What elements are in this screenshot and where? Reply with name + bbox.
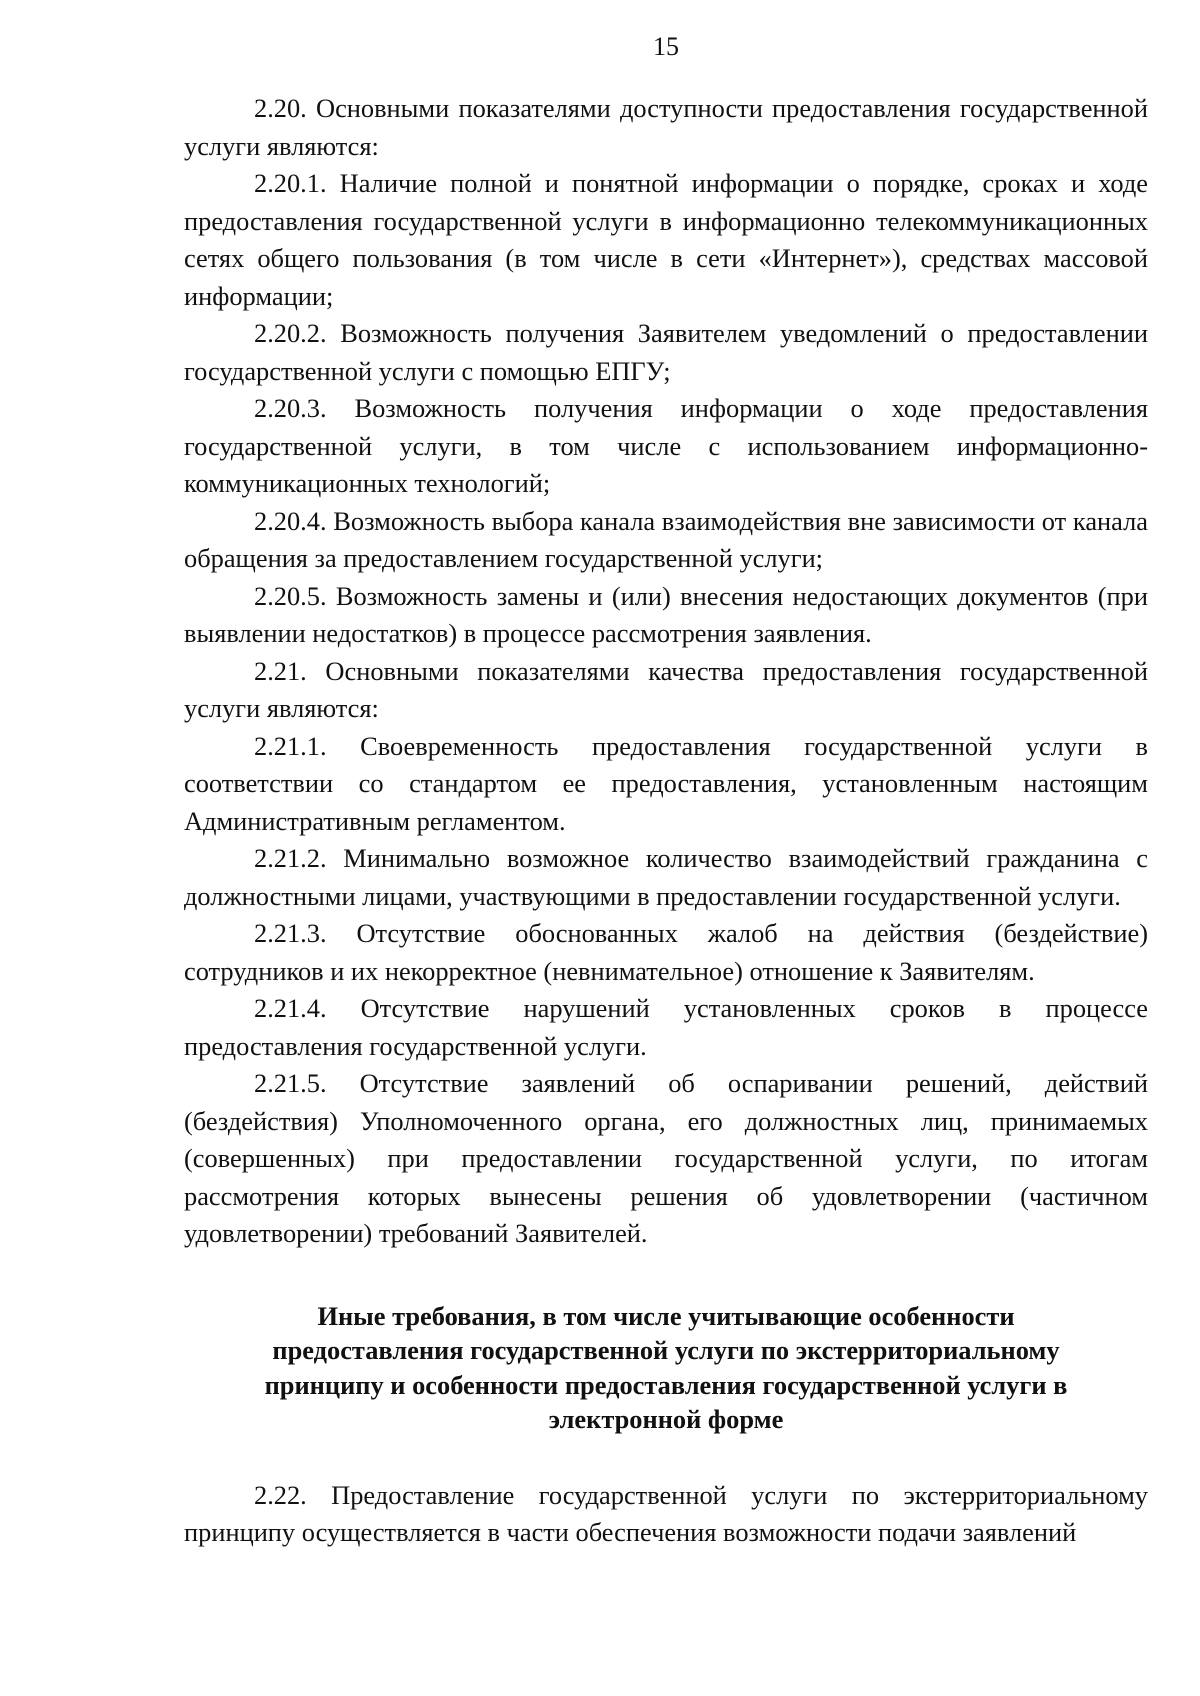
document-body: [184, 90, 1148, 1552]
paragraph-2-21-4: 2.21.4. Отсутствие нарушений установленных сроков в процессе предоставления государственной услуги.: [184, 993, 1148, 1061]
paragraph-2-20-1: 2.20.1. Наличие полной и понятной информации о порядке, сроках и ходе предоставления государственной услуги в информационно телекоммуникационных сетях общего пользования (в том числе в сети «Интернет»), средствах массовой информации;: [184, 168, 1148, 311]
paragraph-2-21-3: 2.21.3. Отсутствие обоснованных жалоб на действия (бездействие) сотрудников и их некорректное (невнимательное) отношение к Заявителям.: [184, 918, 1148, 986]
page-number: 15: [653, 32, 679, 61]
paragraph-2-21-1: 2.21.1. Своевременность предоставления государственной услуги в соответствии со стандартом ее предоставления, установленным настоящим Административным регламентом.: [184, 730, 1148, 836]
paragraph-2-22: 2.22. Предоставление государственной услуги по экстерриториальному принципу осуществляется в части обеспечения возможности подачи заявлений: [184, 1479, 1148, 1547]
paragraph-2-20-2: 2.20.2. Возможность получения Заявителем уведомлений о предоставлении государственной услуги с помощью ЕПГУ;: [184, 318, 1148, 386]
paragraph-2-20-3: 2.20.3. Возможность получения информации о ходе предоставления государственной услуги, в том числе с использованием информационно-коммуникационных технологий;: [184, 393, 1148, 498]
paragraph-2-20: 2.20. Основными показателями доступности предоставления государственной услуги являются:: [184, 93, 1148, 161]
paragraph-2-20-5: 2.20.5. Возможность замены и (или) внесения недостающих документов (при выявлении недостатков) в процессе рассмотрения заявления.: [184, 580, 1148, 648]
paragraph-2-20-4: 2.20.4. Возможность выбора канала взаимодействия вне зависимости от канала обращения за предоставлением государственной услуги;: [184, 505, 1148, 573]
section-heading: Иные требования, в том числе учитывающие особенности предоставления государственной услуги по экстерриториальному принципу и особенности предоставления государственной услуги в электронной форме: [264, 1300, 1068, 1434]
paragraph-2-21: 2.21. Основными показателями качества предоставления государственной услуги являются:: [184, 655, 1148, 723]
paragraph-2-21-5: 2.21.5. Отсутствие заявлений об оспаривании решений, действий (бездействия) Уполномоченного органа, его должностных лиц, принимаемых (совершенных) при предоставлении государственной услуги, по итогам рассмотрения которых вынесены решения об удовлетворении (частичном удовлетворении) требований Заявителей.: [184, 1068, 1148, 1248]
paragraph-2-21-2: 2.21.2. Минимально возможное количество взаимодействий гражданина с должностными лицами, участвующими в предоставлении государственной услуги.: [184, 843, 1148, 911]
